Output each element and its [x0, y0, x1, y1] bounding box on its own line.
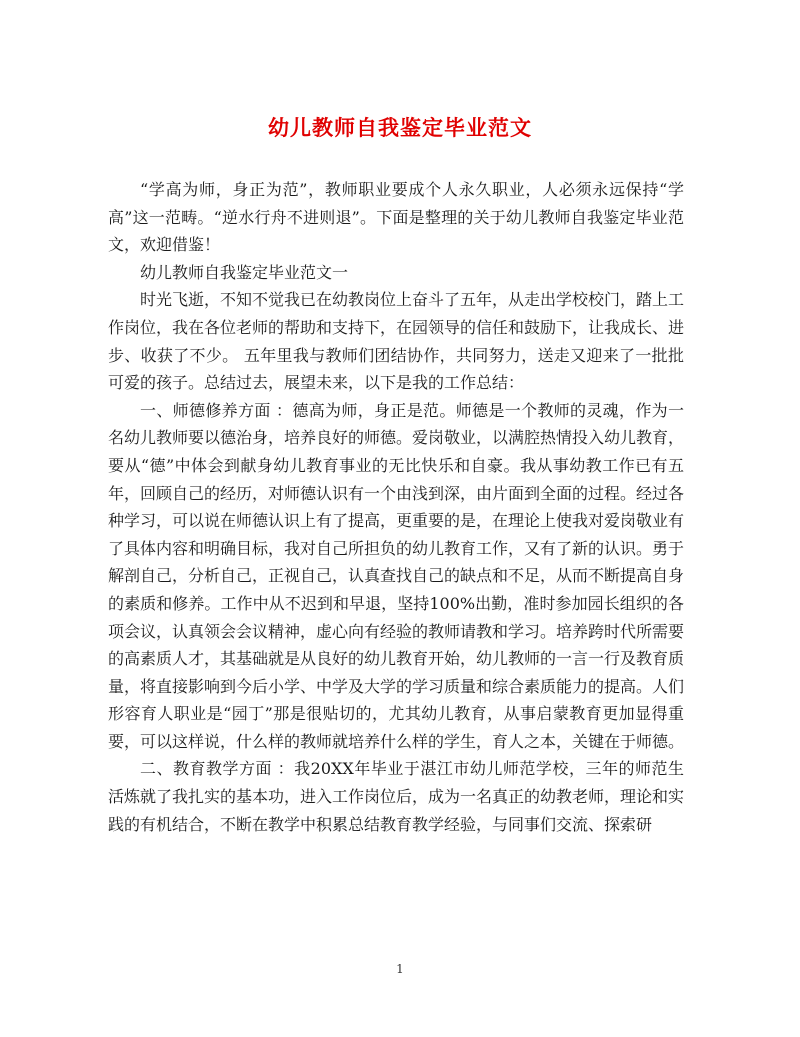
- document-body: [108, 176, 684, 838]
- page-number: 1: [396, 962, 404, 976]
- body-paragraph: 一、师德修养方面 ：德高为师，身正是范。师德是一个教师的灵魂，作为一名幼儿教师要以德治身，培养良好的师德。爱岗敬业，以满腔热情投入幼儿教育，要从“德”中体会到献身幼儿教育事业的无比快乐和自豪。我从事幼教工作已有五年，回顾自己的经历，对师德认识有一个由浅到深，由片面到全面的过程。经过各种学习，可以说在师德认识上有了提高，更重要的是，在理论上使我对爱岗敬业有了具体内容和明确目标，我对自己所担负的幼儿教育工作，又有了新的认识。勇于解剖自己，分析自己，正视自己，认真查找自己的缺点和不足，从而不断提高自身的素质和修养。工作中从不迟到和早退，坚持100%出勤，准时参加园长组织的各项会议，认真领会会议精神，虚心向有经验的教师请教和学习。培养跨时代所需要的高素质人才，其基础就是从良好的幼儿教育开始，幼儿教师的一言一行及教育质量，将直接影响到今后小学、中学及大学的学习质量和综合素质能力的提高。人们形容育人职业是“园丁”那是很贴切的，尤其幼儿教育，从事启蒙教育更加显得重要，可以这样说，什么样的教师就培养什么样的学生，育人之本，关键在于师德。: [108, 400, 685, 751]
- section-heading: 幼儿教师自我鉴定毕业范文一: [140, 262, 349, 282]
- intro-paragraph: “学高为师，身正为范”，教师职业要成个人永久职业，人必须永远保持“学高”这一范畴。“逆水行舟不进则退”。下面是整理的关于幼儿教师自我鉴定毕业范文，欢迎借鉴！: [108, 180, 684, 255]
- body-paragraph: 二、教育教学方面 ：我20XX年毕业于湛江市幼儿师范学校，三年的师范生活炼就了我扎实的基本功，进入工作岗位后，成为一名真正的幼教老师，理论和实践的有机结合，不断在教学中积累总结教育教学经验，与同事们交流、探索研: [108, 759, 685, 834]
- body-paragraph: 时光飞逝，不知不觉我已在幼教岗位上奋斗了五年，从走出学校校门，踏上工作岗位，我在各位老师的帮助和支持下，在园领导的信任和鼓励下，让我成长、进步、收获了不少。 五年里我与教师们团结协作，共同努力，送走又迎来了一批批可爱的孩子。总结过去，展望未来，以下是我的工作总结：: [108, 290, 685, 393]
- document-title: 幼儿教师自我鉴定毕业范文: [268, 115, 532, 140]
